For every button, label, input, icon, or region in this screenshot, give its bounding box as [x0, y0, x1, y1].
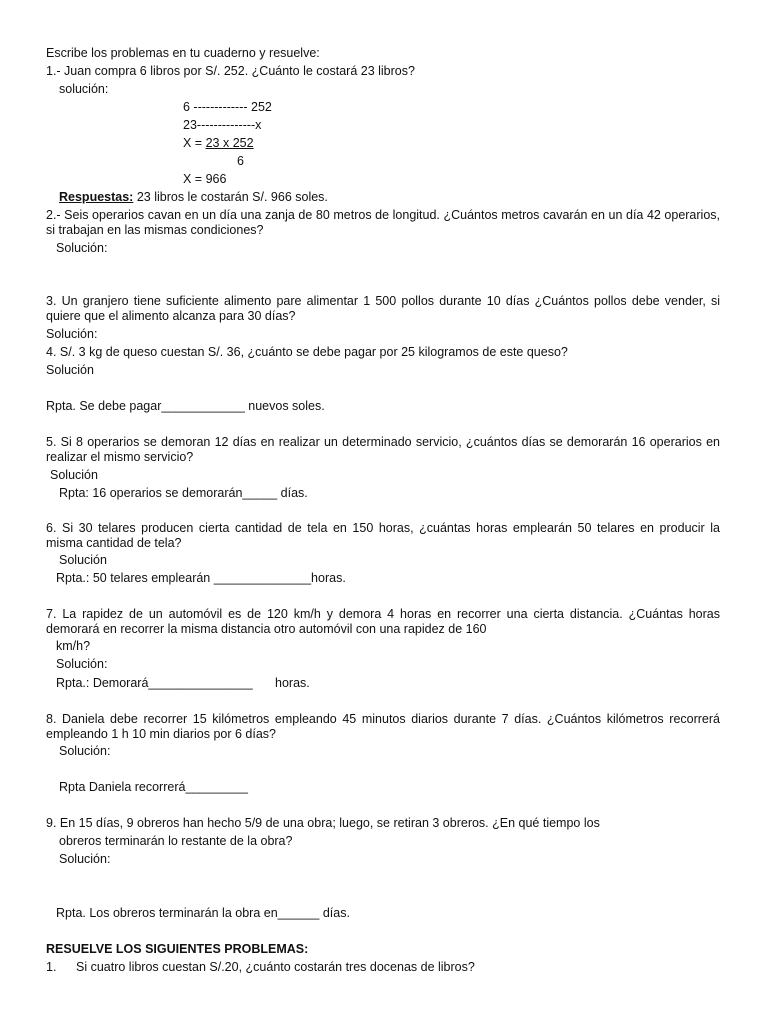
problem-1-solution-label: solución:	[59, 82, 109, 96]
problem-6-question: 6. Si 30 telares producen cierta cantidad de tela en 150 horas, ¿cuántas horas emplearán 50 telares en producir la misma cantidad de tela?	[46, 521, 720, 550]
problem-9-question-line-1: 9. En 15 días, 9 obreros han hecho 5/9 de una obra; luego, se retiran 3 obreros. ¿En qué tiempo los	[46, 816, 600, 830]
problem-8-solution-label: Solución:	[59, 744, 111, 758]
problem-3-solution-label: Solución:	[46, 327, 98, 341]
problem-8-question: 8. Daniela debe recorrer 15 kilómetros empleando 45 minutos diarios durante 7 días. ¿Cuántos kilómetros recorrerá empleando 1 h 10 min diarios por 6 días?	[46, 712, 720, 741]
problem-1-work-numerator: 23 x 252	[205, 136, 254, 150]
problem-1-work-denominator: 6	[237, 154, 244, 168]
problem-4-question: 4. S/. 3 kg de queso cuestan S/. 36, ¿cuánto se debe pagar por 25 kilogramos de este queso?	[46, 345, 568, 359]
problem-4-answer: Rpta. Se debe pagar____________ nuevos soles.	[46, 399, 325, 413]
problem-8-answer: Rpta Daniela recorrerá_________	[59, 780, 249, 794]
problem-7-solution-label: Solución:	[56, 657, 108, 671]
problem-9-solution-label: Solución:	[59, 852, 111, 866]
problem-6-answer: Rpta.: 50 telares emplearán ______________horas.	[56, 571, 346, 585]
problem-9-question-line-2: obreros terminarán lo restante de la obra?	[59, 834, 293, 848]
section-heading: RESUELVE LOS SIGUIENTES PROBLEMAS:	[46, 942, 309, 956]
problem-6-solution-label: Solución	[59, 553, 107, 567]
problem-4-solution-label: Solución	[46, 363, 94, 377]
problem-1-work-row-3	[183, 136, 254, 151]
problem-1-work-row-2: 23--------------x	[183, 118, 262, 132]
problem-7-answer: Rpta.: Demorará_______________	[56, 676, 253, 690]
problem-5-question: 5. Si 8 operarios se demoran 12 días en realizar un determinado servicio, ¿cuántos días se demorarán 16 operarios en realizar el mismo servicio?	[46, 435, 720, 464]
problem-1-answer-label: Respuestas:	[59, 190, 134, 204]
problem-1-question: 1.- Juan compra 6 libros por S/. 252. ¿Cuánto le costará 23 libros?	[46, 64, 415, 78]
problem-7-question: 7. La rapidez de un automóvil es de 120 km/h y demora 4 horas en recorrer una cierta distancia. ¿Cuántas horas demorará en recorrer la misma distancia otro automóvil con una rapidez de 160	[46, 607, 720, 636]
problem-1-answer-text: 23 libros le costarán S/. 966 soles.	[133, 190, 328, 204]
section-item-number: 1.	[46, 960, 57, 974]
problem-5-solution-label: Solución	[50, 468, 98, 482]
problem-7-answer-unit: horas.	[275, 676, 310, 690]
problem-5-answer: Rpta: 16 operarios se demorarán_____ días.	[59, 486, 308, 500]
problem-3-question: 3. Un granjero tiene suficiente alimento pare alimentar 1 500 pollos durante 10 días ¿Cuántos pollos debe vender, si quiere que el alimento alcanza para 30 días?	[46, 294, 720, 323]
problem-1-work-lhs: X =	[183, 136, 206, 150]
problem-9-answer: Rpta. Los obreros terminarán la obra en______ días.	[56, 906, 350, 920]
problem-1-work-result: X = 966	[183, 172, 227, 186]
section-item-text: Si cuatro libros cuestan S/.20, ¿cuánto costarán tres docenas de libros?	[76, 960, 475, 974]
problem-1-answer	[59, 190, 328, 205]
instructions: Escribe los problemas en tu cuaderno y resuelve:	[46, 46, 320, 60]
problem-1-work-row-1: 6 ------------- 252	[183, 100, 272, 114]
problem-7-continuation: km/h?	[56, 639, 91, 653]
problem-2-question: 2.- Seis operarios cavan en un día una zanja de 80 metros de longitud. ¿Cuántos metros cavarán en un día 42 operarios, si trabajan en las mismas condiciones?	[46, 208, 720, 237]
problem-2-solution-label: Solución:	[56, 241, 108, 255]
